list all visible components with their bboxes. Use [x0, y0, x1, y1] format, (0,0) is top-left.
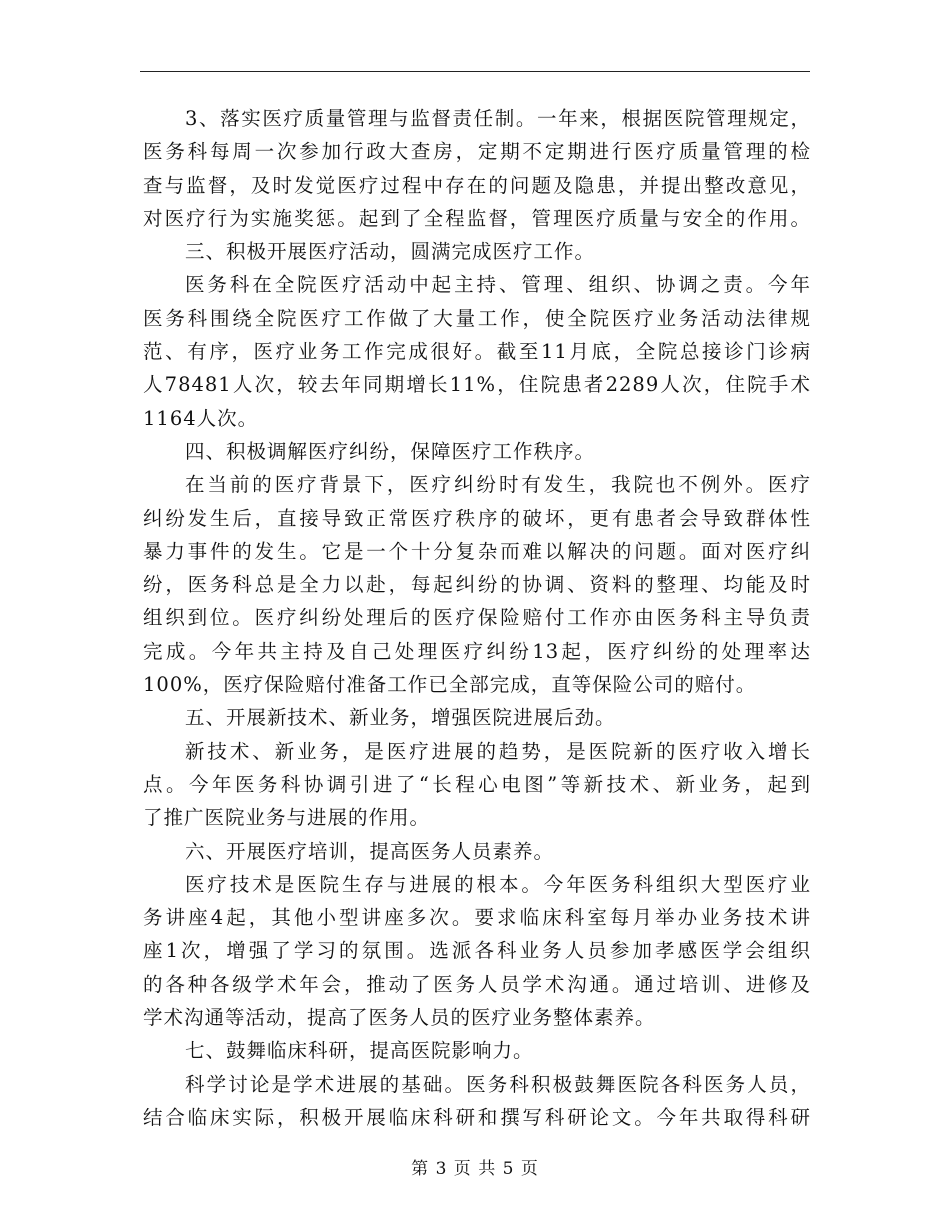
text-line: 三、积极开展医疗活动，圆满完成医疗工作。 — [185, 240, 596, 264]
text-line: 范、有序，医疗业务工作完成很好。截至11月底，全院总接诊门诊病 — [143, 340, 811, 364]
text-line: 点。今年医务科协调引进了“长程心电图”等新技术、新业务，起到 — [143, 772, 811, 796]
text-line: 纷，医务科总是全力以赴，每起纠纷的协调、资料的整理、均能及时 — [143, 573, 811, 597]
text-line: 学术沟通等活动，提高了医务人员的医疗业务整体素养。 — [143, 1006, 656, 1030]
text-line: 在当前的医疗背景下，医疗纠纷时有发生，我院也不例外。医疗 — [185, 473, 811, 497]
text-line: 对医疗行为实施奖惩。起到了全程监督，管理医疗质量与安全的作用。 — [143, 206, 811, 230]
text-line: 完成。今年共主持及自己处理医疗纠纷13起，医疗纠纷的处理率达 — [143, 639, 811, 663]
text-line: 医务科在全院医疗活动中起主持、管理、组织、协调之责。今年 — [185, 273, 811, 297]
text-line: 医务科每周一次参加行政大查房，定期不定期进行医疗质量管理的检 — [143, 140, 811, 164]
text-line: 务讲座4起，其他小型讲座多次。要求临床科室每月举办业务技术讲 — [143, 906, 811, 930]
text-line: 了推广医院业务与进展的作用。 — [143, 806, 431, 830]
text-line: 四、积极调解医疗纠纷，保障医疗工作秩序。 — [185, 439, 596, 463]
header-rule — [140, 71, 810, 72]
text-line: 纠纷发生后，直接导致正常医疗秩序的破坏，更有患者会导致群体性 — [143, 506, 811, 530]
text-line: 1164人次。 — [143, 406, 259, 430]
page-footer: 第 3 页 共 5 页 — [411, 1159, 539, 1179]
text-line: 六、开展医疗培训，提高医务人员素养。 — [185, 839, 555, 863]
text-line: 的各种各级学术年会，推动了医务人员学术沟通。通过培训、进修及 — [143, 972, 811, 996]
text-line: 医疗技术是医院生存与进展的根本。今年医务科组织大型医疗业 — [185, 872, 811, 896]
text-line: 座1次，增强了学习的氛围。选派各科业务人员参加孝感医学会组织 — [143, 939, 811, 963]
text-line: 结合临床实际，积极开展临床科研和撰写科研论文。今年共取得科研 — [143, 1105, 811, 1129]
text-line: 100%，医疗保险赔付准备工作已全部完成，直等保险公司的赔付。 — [143, 673, 757, 697]
text-line: 3、落实医疗质量管理与监督责任制。一年来，根据医院管理规定， — [185, 107, 811, 130]
text-line: 科学讨论是学术进展的基础。医务科积极鼓舞医院各科医务人员， — [185, 1072, 811, 1096]
text-line: 七、鼓舞临床科研，提高医院影响力。 — [185, 1039, 534, 1063]
text-line: 新技术、新业务，是医疗进展的趋势，是医院新的医疗收入增长 — [185, 739, 811, 763]
document-body — [143, 102, 811, 1134]
text-line: 组织到位。医疗纠纷处理后的医疗保险赔付工作亦由医务科主导负责 — [143, 606, 811, 630]
text-line: 暴力事件的发生。它是一个十分复杂而难以解决的问题。面对医疗纠 — [143, 539, 811, 563]
text-line: 五、开展新技术、新业务，增强医院进展后劲。 — [185, 706, 616, 730]
text-line: 医务科围绕全院医疗工作做了大量工作，使全院医疗业务活动法律规 — [143, 306, 811, 330]
text-line: 人78481人次，较去年同期增长11%，住院患者2289人次，住院手术 — [143, 373, 811, 397]
text-line: 查与监督，及时发觉医疗过程中存在的问题及隐患，并提出整改意见， — [143, 173, 811, 197]
